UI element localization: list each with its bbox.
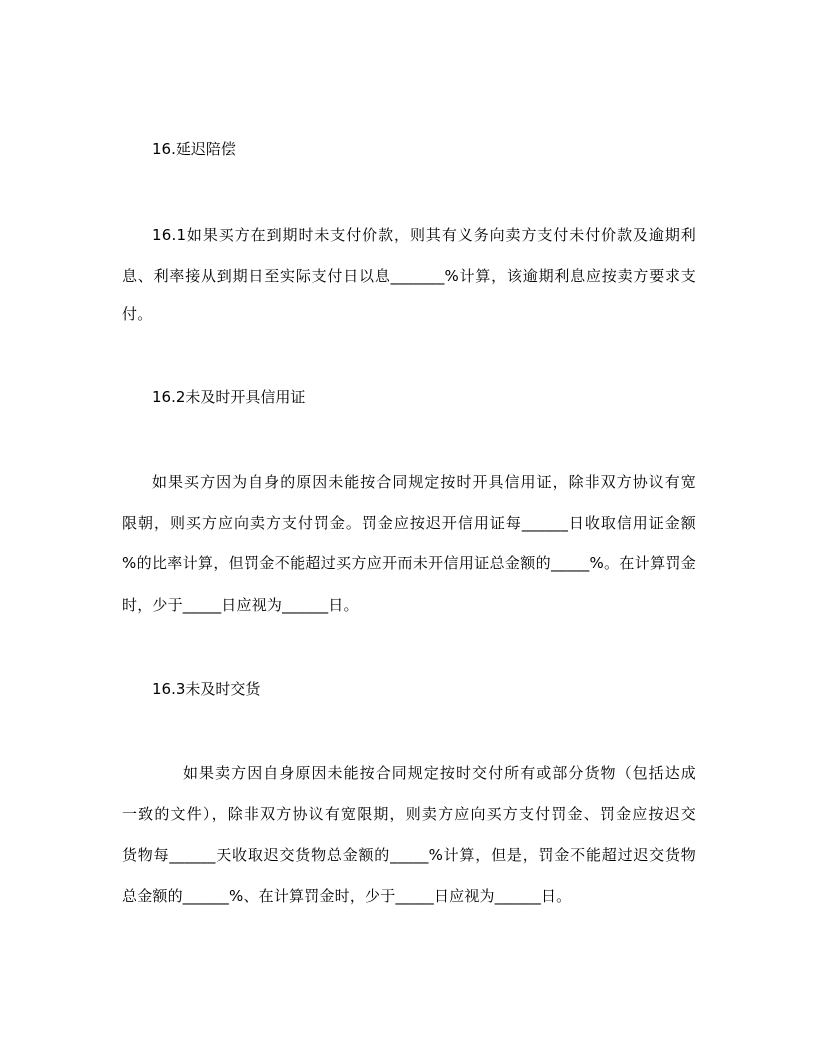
paragraph-line: %的比率计算，但罚金不能超过买方应开而未开信用证总金额的_____%。在计算罚金 (122, 554, 696, 572)
paragraph-line: 如果买方因为自身的原因未能按合同规定按时开具信用证，除非双方协议有宽 (152, 473, 696, 491)
paragraph-line: 一致的文件），除非双方协议有宽限期，则卖方应向买方支付罚金、罚金应按迟交 (122, 805, 696, 823)
paragraph-line: 如果卖方因自身原因未能按合同规定按时交付所有或部分货物（包括达成 (183, 764, 696, 782)
paragraph-line: 货物每______天收取迟交货物总金额的_____%计算，但是，罚金不能超过迟交货物 (122, 846, 696, 864)
paragraph-line: 息、利率接从到期日至实际支付日以息_______%计算，该逾期利息应按卖方要求支 (122, 267, 696, 285)
section-heading-letter-of-credit: 16.2未及时开具信用证 (152, 388, 306, 406)
section-heading-delay-compensation: 16.延迟陪偿 (152, 140, 236, 158)
paragraph-line: 时，少于_____日应视为______日。 (122, 596, 359, 614)
paragraph-line: 16.1如果买方在到期时未支付价款，则其有义务向卖方支付未付价款及逾期利 (152, 226, 696, 244)
paragraph-line: 限朝，则买方应向卖方支付罚金。罚金应按迟开信用证每______日收取信用证金额 (122, 514, 696, 532)
paragraph-line: 总金额的______%、在计算罚金时，少于_____日应视为______日。 (122, 887, 572, 905)
paragraph-line: 付。 (122, 305, 153, 323)
section-heading-late-delivery: 16.3未及时交货 (152, 680, 261, 698)
